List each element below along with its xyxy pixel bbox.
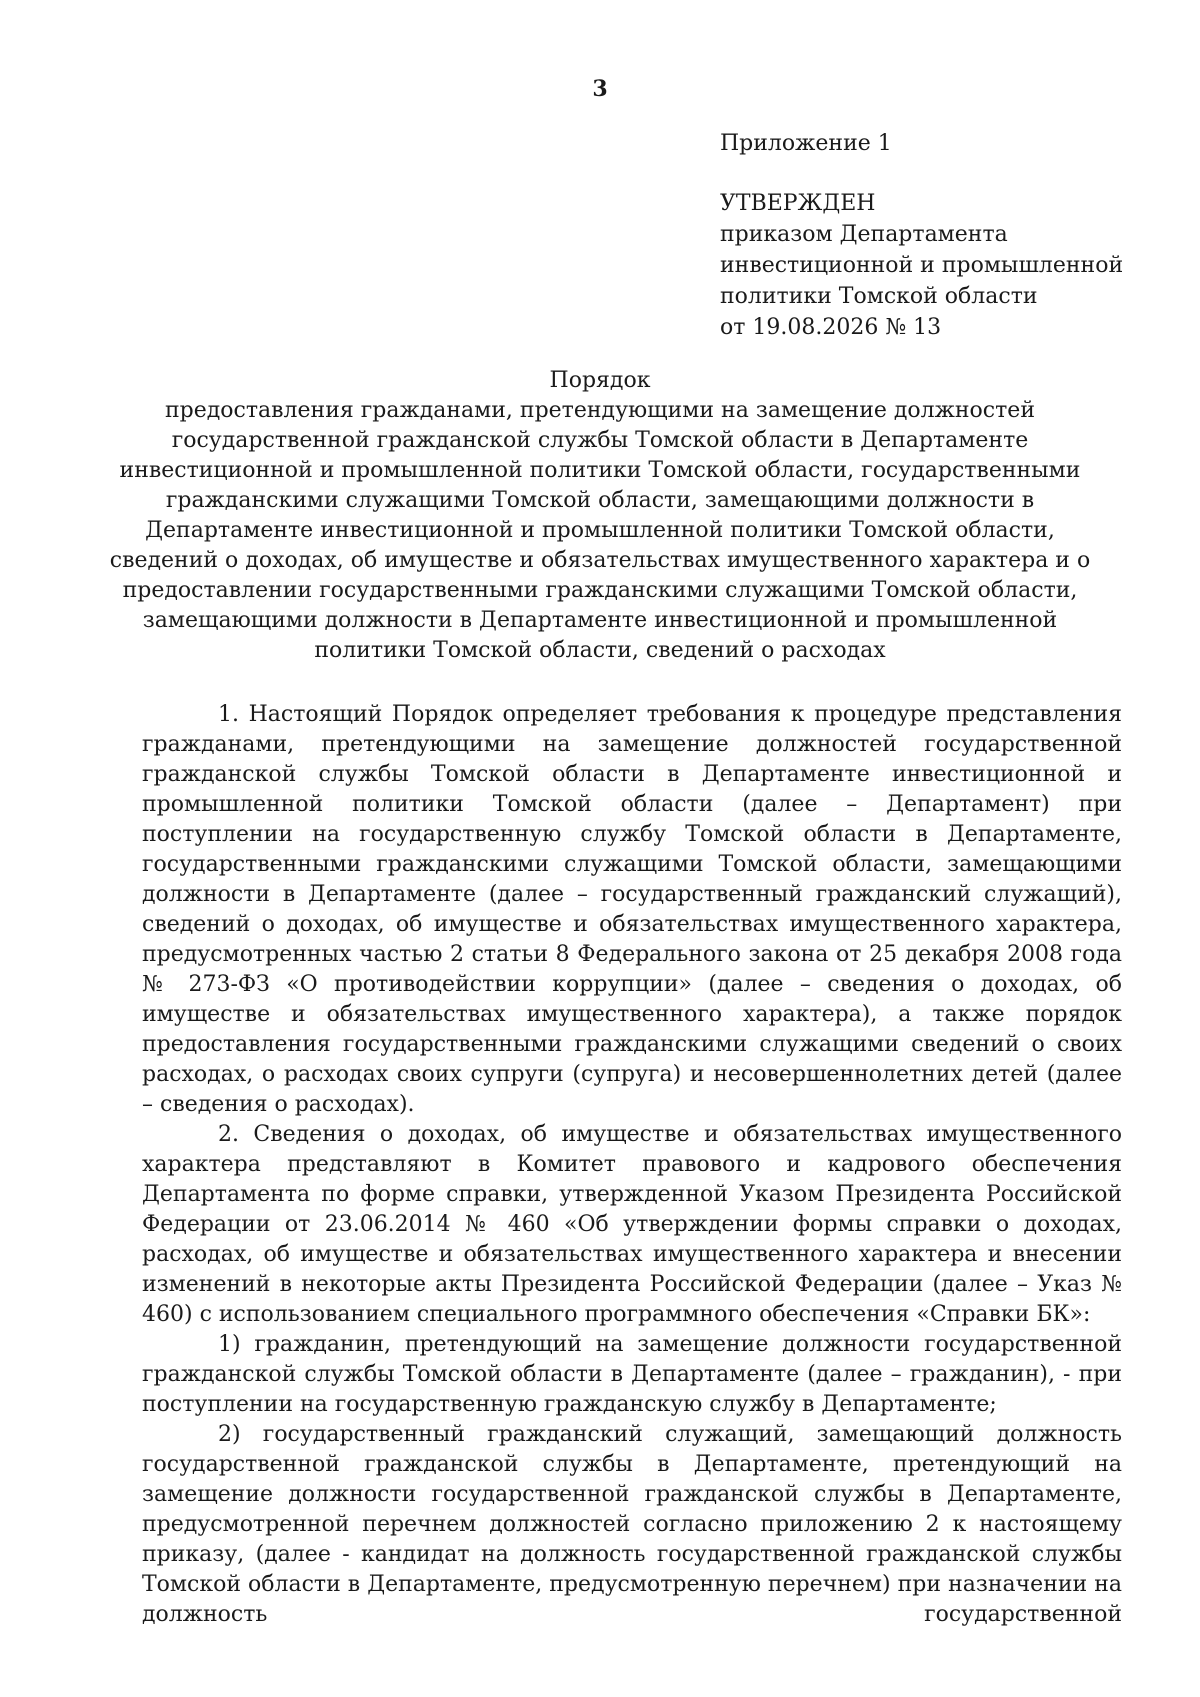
list-item-1: 1) гражданин, претендующий на замещение должности государственной гражданской службы Томской области в Департаменте (далее – гражданин), - при поступлении на государственную гражданскую службу в Департаменте; — [142, 1332, 1122, 1417]
subtitle-line: гражданскими служащими Томской области, замещающими должности в — [165, 488, 1035, 513]
subtitle-line: государственной гражданской службы Томской области в Департаменте — [171, 428, 1029, 453]
approval-stamp — [720, 188, 1180, 343]
subtitle-line: предоставлении государственными гражданскими служащими Томской области, — [122, 578, 1078, 603]
subtitle-line: политики Томской области, сведений о расходах — [314, 638, 886, 663]
document-subtitle — [0, 396, 1200, 666]
approval-line: политики Томской области — [720, 284, 1038, 309]
approval-line: инвестиционной и промышленной — [720, 253, 1124, 278]
subtitle-line: инвестиционной и промышленной политики Томской области, государственными — [119, 458, 1081, 483]
list-item-2: 2) государственный гражданский служащий, замещающий должность государственной гражданской службы в Департаменте, претендующий на замещение должности государственной гражданской службы в Департаменте, предусмотренной перечнем должностей согласно приложению 2 к настоящему приказу, (далее - кандидат на должность государственной гражданской службы Томской области в Департаменте, предусмотренную перечнем) при назначении на должность государственной — [142, 1422, 1122, 1627]
paragraph-1: 1. Настоящий Порядок определяет требования к процедуре представления гражданами, претендующими на замещение должностей государственной гражданской службы Томской области в Департаменте инвестиционной и промышленной политики Томской области (далее – Департамент) при поступлении на государственную службу Томской области в Департаменте, государственными гражданскими служащими Томской области, замещающими должности в Департаменте (далее – государственный гражданский служащий), сведений о доходах, об имуществе и обязательствах имущественного характера, предусмотренных частью 2 статьи 8 Федерального закона от 25 декабря 2008 года № 273-ФЗ «О противодействии коррупции» (далее – сведения о доходах, об имуществе и обязательствах имущественного характера), а также порядок предоставления государственными гражданскими служащими сведений о своих расходах, о расходах своих супруги (супруга) и несовершеннолетних детей (далее – сведения о расходах). — [142, 702, 1122, 1117]
paragraph-2: 2. Сведения о доходах, об имуществе и обязательствах имущественного характера представляют в Комитет правового и кадрового обеспечения Департамента по форме справки, утвержденной Указом Президента Российской Федерации от 23.06.2014 № 460 «Об утверждении формы справки о доходах, расходах, об имуществе и обязательствах имущественного характера и внесении изменений в некоторые акты Президента Российской Федерации (далее – Указ № 460) с использованием специального программного обеспечения «Справки БК»: — [142, 1122, 1122, 1327]
appendix-label: Приложение 1 — [720, 131, 892, 156]
document-body — [142, 700, 1122, 1630]
approval-line: приказом Департамента — [720, 222, 1008, 247]
subtitle-line: Департаменте инвестиционной и промышленной политики Томской области, — [145, 518, 1055, 543]
subtitle-line: сведений о доходах, об имуществе и обязательствах имущественного характера и о — [109, 548, 1091, 573]
subtitle-line: предоставления гражданами, претендующими на замещение должностей — [165, 398, 1035, 423]
page-number: 3 — [592, 76, 608, 102]
approval-date-number: от 19.08.2026 № 13 — [720, 315, 942, 340]
document-title: Порядок — [549, 368, 651, 393]
approved-heading: УТВЕРЖДЕН — [720, 191, 876, 216]
subtitle-line: замещающими должности в Департаменте инвестиционной и промышленной — [142, 608, 1058, 633]
